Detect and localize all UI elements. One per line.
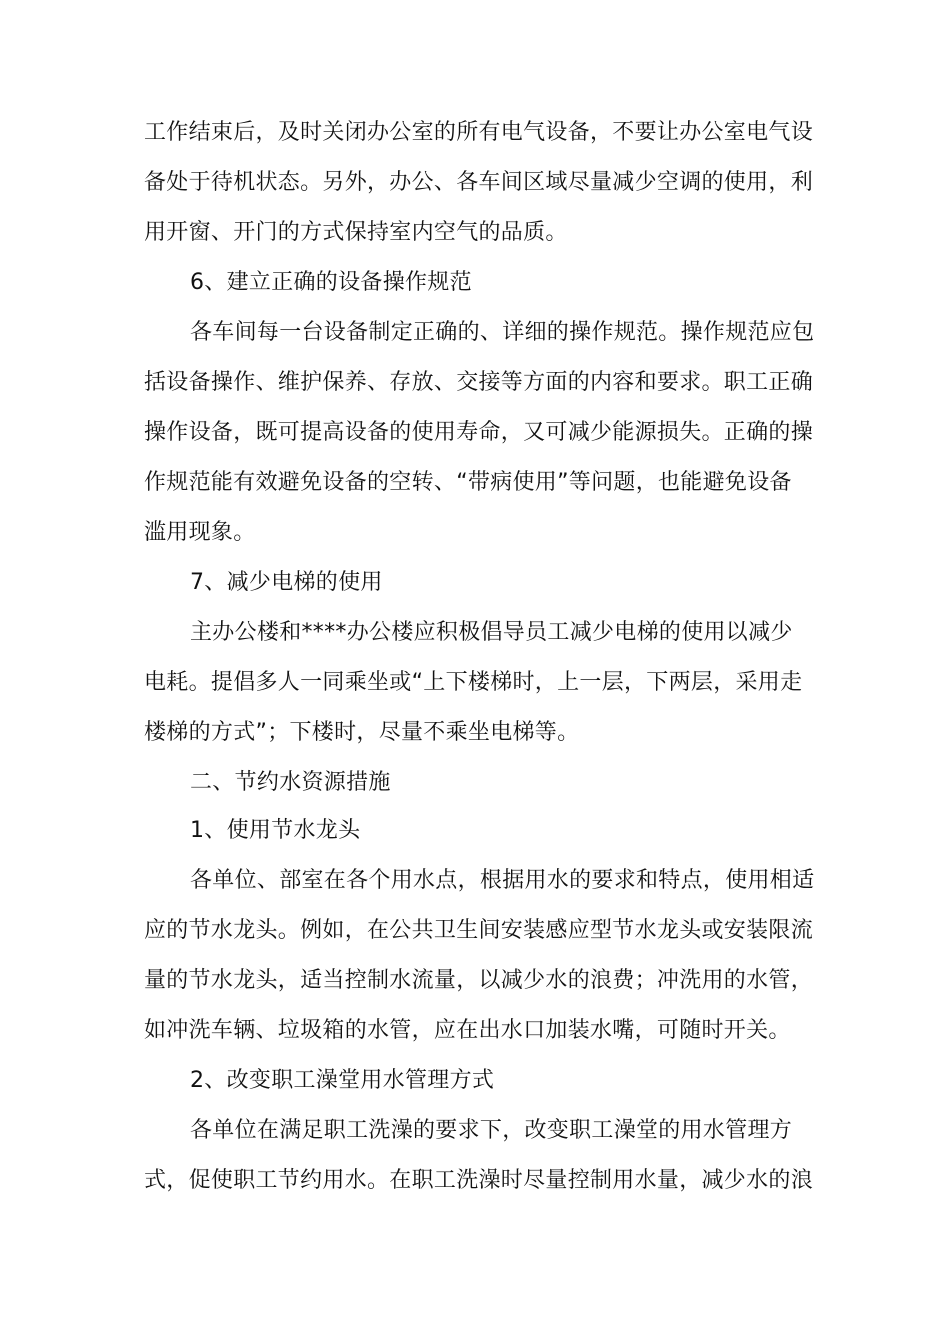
body-text-line: 量的节水龙头，适当控制水流量，以减少水的浪费；冲洗用的水管， bbox=[144, 968, 814, 993]
body-text-line: 括设备操作、维护保养、存放、交接等方面的内容和要求。职工正确 bbox=[144, 370, 814, 395]
body-text-line: 如冲洗车辆、垃圾箱的水管，应在出水口加装水嘴，可随时开关。 bbox=[144, 1018, 791, 1043]
body-text-line: 应的节水龙头。例如，在公共卫生间安装感应型节水龙头或安装限流 bbox=[144, 918, 814, 943]
body-text-line: 工作结束后，及时关闭办公室的所有电气设备，不要让办公室电气设 bbox=[144, 120, 814, 145]
body-text-line: 电耗。提倡多人一同乘坐或“上下楼梯时，上一层，下两层，采用走 bbox=[144, 670, 803, 695]
body-text-line: 各车间每一台设备制定正确的、详细的操作规范。操作规范应包 bbox=[190, 320, 815, 345]
section-heading: 7、减少电梯的使用 bbox=[190, 570, 383, 595]
section-heading: 1、使用节水龙头 bbox=[190, 818, 361, 843]
body-text-line: 用开窗、开门的方式保持室内空气的品质。 bbox=[144, 220, 568, 245]
body-text-line: 各单位在满足职工洗澡的要求下，改变职工澡堂的用水管理方 bbox=[190, 1118, 793, 1143]
section-heading: 6、建立正确的设备操作规范 bbox=[190, 270, 472, 295]
body-text-line: 各单位、部室在各个用水点，根据用水的要求和特点，使用相适 bbox=[190, 868, 815, 893]
body-text-line: 楼梯的方式”；下楼时，尽量不乘坐电梯等。 bbox=[144, 720, 580, 745]
body-text-line: 滥用现象。 bbox=[144, 520, 256, 545]
body-text-line: 主办公楼和****办公楼应积极倡导员工减少电梯的使用以减少 bbox=[190, 620, 793, 645]
section-heading: 2、改变职工澡堂用水管理方式 bbox=[190, 1068, 495, 1093]
body-text-line: 作规范能有效避免设备的空转、“带病使用”等问题，也能避免设备 bbox=[144, 470, 792, 495]
section-heading: 二、节约水资源措施 bbox=[190, 770, 391, 795]
body-text-line: 式，促使职工节约用水。在职工洗澡时尽量控制用水量，减少水的浪 bbox=[144, 1168, 814, 1193]
body-text-line: 备处于待机状态。另外，办公、各车间区域尽量减少空调的使用，利 bbox=[144, 170, 814, 195]
body-text-line: 操作设备，既可提高设备的使用寿命，又可减少能源损失。正确的操 bbox=[144, 420, 814, 445]
